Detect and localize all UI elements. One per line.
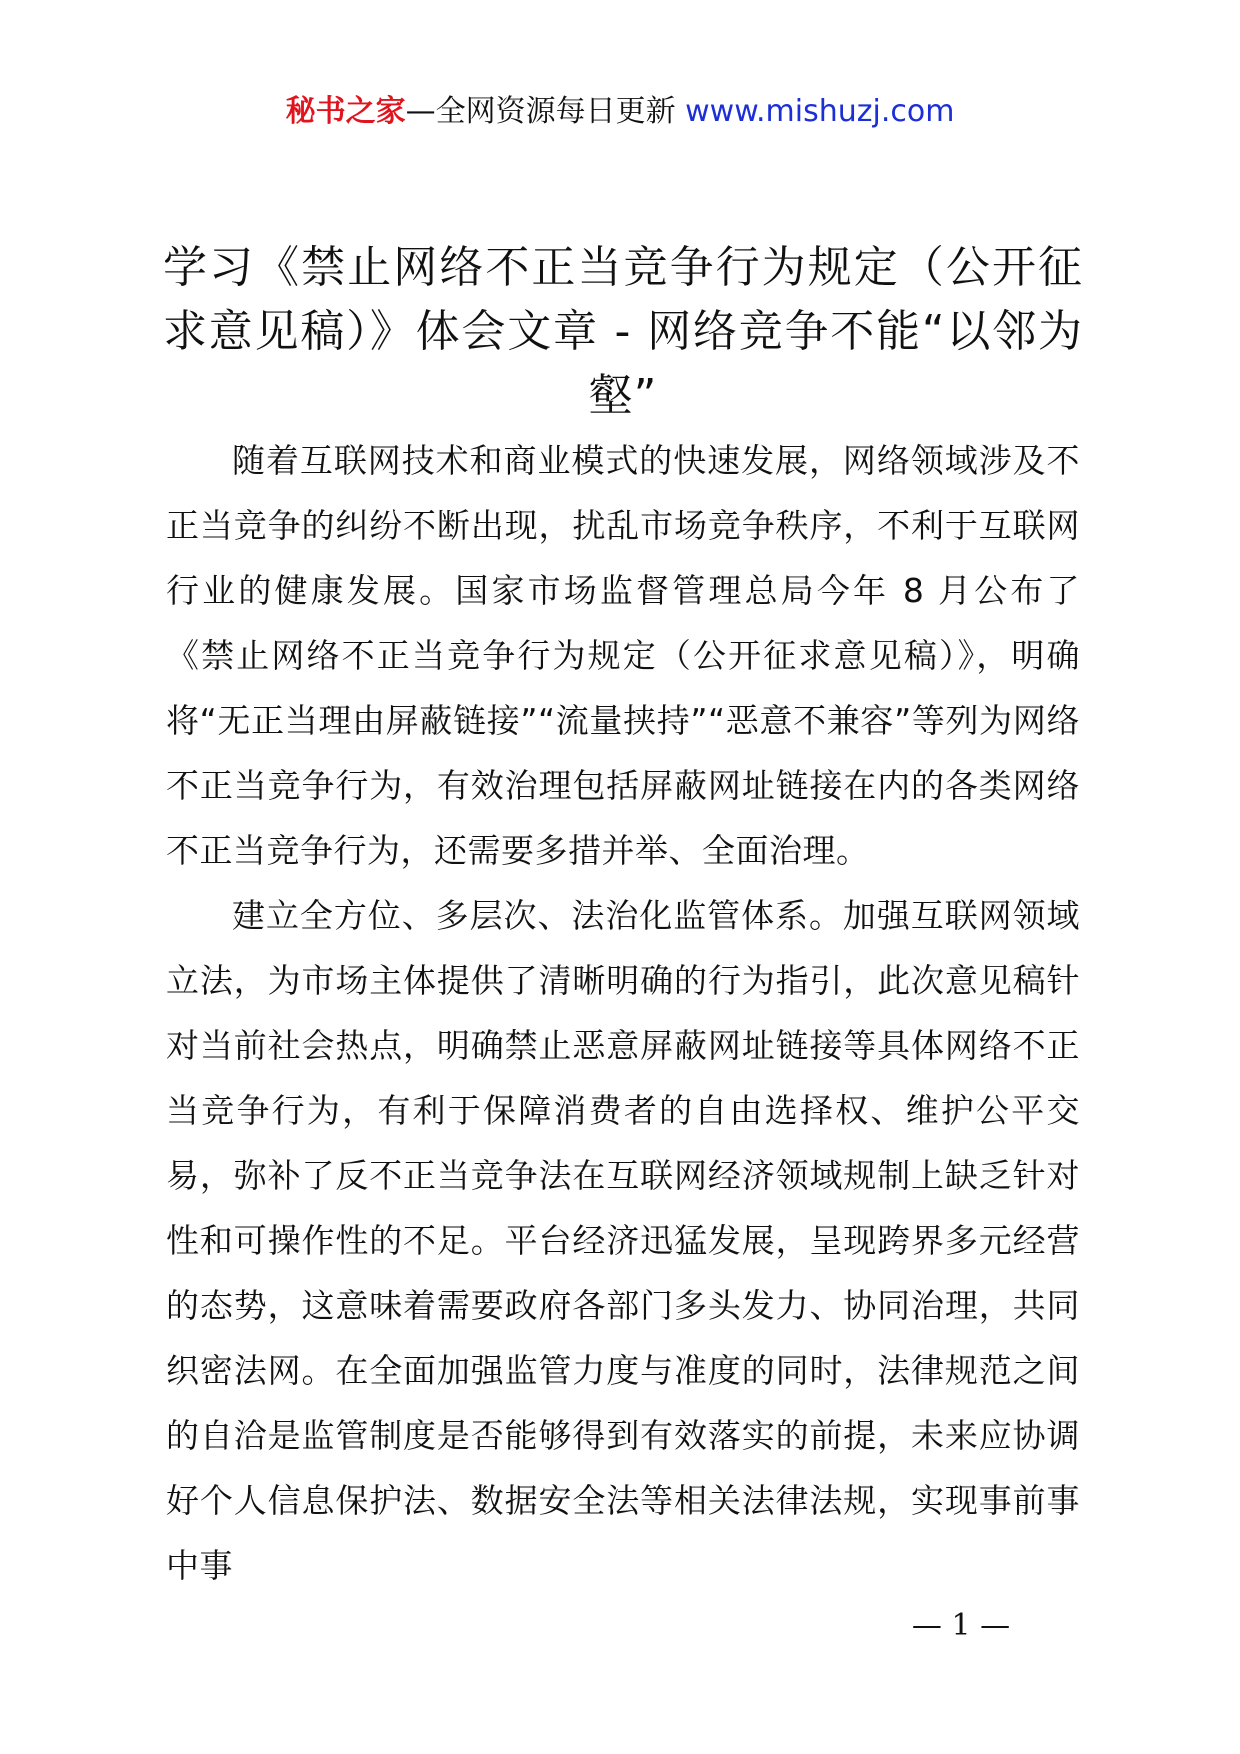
- document-title: 学习《禁止网络不正当竞争行为规定（公开征求意见稿）》体会文章 - 网络竞争不能“以邻为壑”: [163, 242, 1083, 421]
- paragraph: 建立全方位、多层次、法治化监管体系。加强互联网领域立法，为市场主体提供了清晰明确的行为指引，此次意见稿针对当前社会热点，明确禁止恶意屏蔽网址链接等具体网络不正当竞争行为，有利于保障消费者的自由选择权、维护公平交易，弥补了反不正当竞争法在互联网经济领域规制上缺乏针对性和可操作性的不足。平台经济迅猛发展，呈现跨界多元经营的态势，这意味着需要政府各部门多头发力、协同治理，共同织密法网。在全面加强监管力度与准度的同时，法律规范之间的自洽是监管制度是否能够得到有效落实的前提，未来应协调好个人信息保护法、数据安全法等相关法律法规，实现事前事中事: [166, 896, 1080, 1585]
- site-url-link[interactable]: www.mishuzj.com: [685, 94, 955, 129]
- site-brand: 秘书之家: [285, 94, 406, 129]
- site-header: [0, 92, 1240, 132]
- page-number: — 1 —: [911, 1608, 1011, 1643]
- site-tagline: —全网资源每日更新: [405, 94, 676, 129]
- document-body: [166, 428, 1080, 1598]
- paragraph: 随着互联网技术和商业模式的快速发展，网络领域涉及不正当竞争的纠纷不断出现，扰乱市场竞争秩序，不利于互联网行业的健康发展。国家市场监督管理总局今年 8 月公布了《禁止网络不正当竞争行为规定（公开征求意见稿）》，明确将“无正当理由屏蔽链接”“流量挟持”“恶意不兼容”等列为网络不正当竞争行为，有效治理包括屏蔽网址链接在内的各类网络不正当竞争行为，还需要多措并举、全面治理。: [166, 441, 1080, 870]
